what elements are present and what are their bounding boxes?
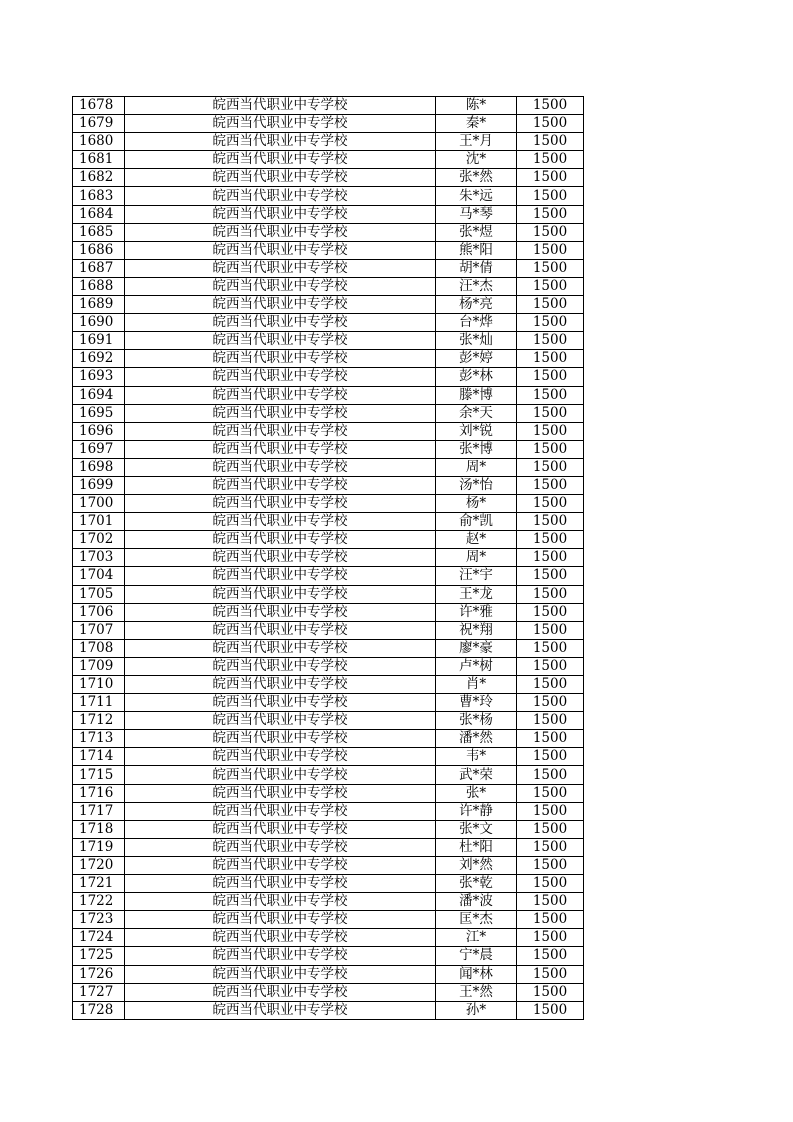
school-name-cell: 皖西当代职业中专学校 (125, 259, 436, 277)
student-name-cell: 韦* (436, 748, 517, 766)
amount-cell: 1500 (517, 422, 584, 440)
school-name-cell: 皖西当代职业中专学校 (125, 820, 436, 838)
amount-cell: 1500 (517, 621, 584, 639)
amount-cell: 1500 (517, 676, 584, 694)
table-row (73, 585, 584, 603)
school-name-cell: 皖西当代职业中专学校 (125, 838, 436, 856)
school-name-cell: 皖西当代职业中专学校 (125, 422, 436, 440)
amount-cell: 1500 (517, 169, 584, 187)
table-row (73, 314, 584, 332)
school-name-cell: 皖西当代职业中专学校 (125, 875, 436, 893)
table-row (73, 440, 584, 458)
table-row (73, 133, 584, 151)
school-name-cell: 皖西当代职业中专学校 (125, 223, 436, 241)
amount-cell: 1500 (517, 838, 584, 856)
row-number-cell: 1686 (73, 241, 125, 259)
table-row (73, 296, 584, 314)
student-name-cell: 孙* (436, 1001, 517, 1019)
row-number-cell: 1699 (73, 476, 125, 494)
row-number-cell: 1712 (73, 712, 125, 730)
amount-cell: 1500 (517, 893, 584, 911)
amount-cell: 1500 (517, 965, 584, 983)
table-row (73, 603, 584, 621)
student-name-cell: 秦* (436, 115, 517, 133)
table-row (73, 893, 584, 911)
school-name-cell: 皖西当代职业中专学校 (125, 277, 436, 295)
school-name-cell: 皖西当代职业中专学校 (125, 694, 436, 712)
amount-cell: 1500 (517, 133, 584, 151)
row-number-cell: 1705 (73, 585, 125, 603)
table-row (73, 187, 584, 205)
school-name-cell: 皖西当代职业中专学校 (125, 784, 436, 802)
school-name-cell: 皖西当代职业中专学校 (125, 332, 436, 350)
student-name-cell: 肖* (436, 676, 517, 694)
amount-cell: 1500 (517, 97, 584, 115)
student-name-cell: 祝*翔 (436, 621, 517, 639)
school-name-cell: 皖西当代职业中专学校 (125, 368, 436, 386)
school-name-cell: 皖西当代职业中专学校 (125, 133, 436, 151)
row-number-cell: 1693 (73, 368, 125, 386)
amount-cell: 1500 (517, 151, 584, 169)
student-name-cell: 熊*阳 (436, 241, 517, 259)
amount-cell: 1500 (517, 350, 584, 368)
row-number-cell: 1683 (73, 187, 125, 205)
student-name-cell: 刘*锐 (436, 422, 517, 440)
row-number-cell: 1724 (73, 929, 125, 947)
student-name-cell: 卢*树 (436, 657, 517, 675)
school-name-cell: 皖西当代职业中专学校 (125, 531, 436, 549)
row-number-cell: 1679 (73, 115, 125, 133)
table-row (73, 965, 584, 983)
table-row (73, 151, 584, 169)
amount-cell: 1500 (517, 404, 584, 422)
school-name-cell: 皖西当代职业中专学校 (125, 169, 436, 187)
amount-cell: 1500 (517, 332, 584, 350)
amount-cell: 1500 (517, 277, 584, 295)
school-name-cell: 皖西当代职业中专学校 (125, 97, 436, 115)
student-name-cell: 张*文 (436, 820, 517, 838)
school-name-cell: 皖西当代职业中专学校 (125, 440, 436, 458)
table-row (73, 205, 584, 223)
table-row (73, 694, 584, 712)
row-number-cell: 1725 (73, 947, 125, 965)
school-name-cell: 皖西当代职业中专学校 (125, 965, 436, 983)
student-name-cell: 滕*博 (436, 386, 517, 404)
amount-cell: 1500 (517, 585, 584, 603)
student-name-cell: 张* (436, 784, 517, 802)
school-name-cell: 皖西当代职业中专学校 (125, 458, 436, 476)
student-name-cell: 张*煜 (436, 223, 517, 241)
table-row (73, 1001, 584, 1019)
amount-cell: 1500 (517, 694, 584, 712)
student-name-cell: 张*灿 (436, 332, 517, 350)
table-row (73, 277, 584, 295)
amount-cell: 1500 (517, 766, 584, 784)
table-row (73, 838, 584, 856)
row-number-cell: 1684 (73, 205, 125, 223)
row-number-cell: 1714 (73, 748, 125, 766)
amount-cell: 1500 (517, 730, 584, 748)
amount-cell: 1500 (517, 115, 584, 133)
student-name-cell: 杨* (436, 495, 517, 513)
school-name-cell: 皖西当代职业中专学校 (125, 151, 436, 169)
table-row (73, 730, 584, 748)
table-row (73, 223, 584, 241)
table-row (73, 766, 584, 784)
table-row (73, 495, 584, 513)
student-name-cell: 曹*玲 (436, 694, 517, 712)
row-number-cell: 1723 (73, 911, 125, 929)
row-number-cell: 1722 (73, 893, 125, 911)
row-number-cell: 1692 (73, 350, 125, 368)
student-name-cell: 许*雅 (436, 603, 517, 621)
table-row (73, 567, 584, 585)
row-number-cell: 1680 (73, 133, 125, 151)
amount-cell: 1500 (517, 567, 584, 585)
table-row (73, 983, 584, 1001)
row-number-cell: 1707 (73, 621, 125, 639)
student-name-cell: 汪*宇 (436, 567, 517, 585)
student-name-cell: 张*乾 (436, 875, 517, 893)
school-name-cell: 皖西当代职业中专学校 (125, 1001, 436, 1019)
school-name-cell: 皖西当代职业中专学校 (125, 893, 436, 911)
school-name-cell: 皖西当代职业中专学校 (125, 241, 436, 259)
student-name-cell: 马*琴 (436, 205, 517, 223)
row-number-cell: 1687 (73, 259, 125, 277)
table-row (73, 386, 584, 404)
table-row (73, 259, 584, 277)
school-name-cell: 皖西当代职业中专学校 (125, 386, 436, 404)
row-number-cell: 1690 (73, 314, 125, 332)
amount-cell: 1500 (517, 458, 584, 476)
student-name-cell: 周* (436, 458, 517, 476)
row-number-cell: 1726 (73, 965, 125, 983)
student-name-cell: 张*然 (436, 169, 517, 187)
row-number-cell: 1728 (73, 1001, 125, 1019)
row-number-cell: 1706 (73, 603, 125, 621)
student-name-cell: 彭*林 (436, 368, 517, 386)
table-row (73, 549, 584, 567)
table-row (73, 531, 584, 549)
amount-cell: 1500 (517, 476, 584, 494)
row-number-cell: 1719 (73, 838, 125, 856)
student-name-cell: 宁*晨 (436, 947, 517, 965)
amount-cell: 1500 (517, 603, 584, 621)
table-row (73, 820, 584, 838)
student-name-cell: 余*天 (436, 404, 517, 422)
row-number-cell: 1702 (73, 531, 125, 549)
school-name-cell: 皖西当代职业中专学校 (125, 476, 436, 494)
school-name-cell: 皖西当代职业中专学校 (125, 205, 436, 223)
school-name-cell: 皖西当代职业中专学校 (125, 766, 436, 784)
table-row (73, 929, 584, 947)
row-number-cell: 1688 (73, 277, 125, 295)
table-row (73, 350, 584, 368)
row-number-cell: 1691 (73, 332, 125, 350)
row-number-cell: 1681 (73, 151, 125, 169)
student-name-cell: 朱*远 (436, 187, 517, 205)
student-name-cell: 潘*然 (436, 730, 517, 748)
amount-cell: 1500 (517, 947, 584, 965)
amount-cell: 1500 (517, 911, 584, 929)
student-name-cell: 台*烨 (436, 314, 517, 332)
amount-cell: 1500 (517, 1001, 584, 1019)
amount-cell: 1500 (517, 983, 584, 1001)
table-row (73, 241, 584, 259)
row-number-cell: 1727 (73, 983, 125, 1001)
subsidy-table (72, 96, 584, 1020)
row-number-cell: 1716 (73, 784, 125, 802)
table-row (73, 712, 584, 730)
table-row (73, 639, 584, 657)
amount-cell: 1500 (517, 639, 584, 657)
row-number-cell: 1696 (73, 422, 125, 440)
row-number-cell: 1685 (73, 223, 125, 241)
student-name-cell: 潘*波 (436, 893, 517, 911)
table-row (73, 115, 584, 133)
school-name-cell: 皖西当代职业中专学校 (125, 983, 436, 1001)
school-name-cell: 皖西当代职业中专学校 (125, 748, 436, 766)
row-number-cell: 1710 (73, 676, 125, 694)
student-name-cell: 武*荣 (436, 766, 517, 784)
row-number-cell: 1708 (73, 639, 125, 657)
student-name-cell: 江* (436, 929, 517, 947)
row-number-cell: 1711 (73, 694, 125, 712)
row-number-cell: 1682 (73, 169, 125, 187)
table-row (73, 404, 584, 422)
student-name-cell: 廖*豪 (436, 639, 517, 657)
school-name-cell: 皖西当代职业中专学校 (125, 549, 436, 567)
table-row (73, 784, 584, 802)
school-name-cell: 皖西当代职业中专学校 (125, 802, 436, 820)
school-name-cell: 皖西当代职业中专学校 (125, 712, 436, 730)
table-row (73, 513, 584, 531)
amount-cell: 1500 (517, 748, 584, 766)
row-number-cell: 1720 (73, 856, 125, 874)
table-row (73, 657, 584, 675)
student-name-cell: 杨*亮 (436, 296, 517, 314)
student-name-cell: 俞*凯 (436, 513, 517, 531)
table-row (73, 856, 584, 874)
amount-cell: 1500 (517, 241, 584, 259)
amount-cell: 1500 (517, 223, 584, 241)
row-number-cell: 1689 (73, 296, 125, 314)
school-name-cell: 皖西当代职业中专学校 (125, 947, 436, 965)
row-number-cell: 1704 (73, 567, 125, 585)
row-number-cell: 1709 (73, 657, 125, 675)
table-row (73, 748, 584, 766)
amount-cell: 1500 (517, 784, 584, 802)
table-row (73, 458, 584, 476)
subsidy-table-body (73, 97, 584, 1020)
table-row (73, 911, 584, 929)
table-row (73, 422, 584, 440)
school-name-cell: 皖西当代职业中专学校 (125, 639, 436, 657)
student-name-cell: 许*静 (436, 802, 517, 820)
table-row (73, 169, 584, 187)
row-number-cell: 1713 (73, 730, 125, 748)
student-name-cell: 汤*怡 (436, 476, 517, 494)
school-name-cell: 皖西当代职业中专学校 (125, 676, 436, 694)
amount-cell: 1500 (517, 875, 584, 893)
amount-cell: 1500 (517, 802, 584, 820)
amount-cell: 1500 (517, 856, 584, 874)
student-name-cell: 王*月 (436, 133, 517, 151)
student-name-cell: 匡*杰 (436, 911, 517, 929)
school-name-cell: 皖西当代职业中专学校 (125, 856, 436, 874)
school-name-cell: 皖西当代职业中专学校 (125, 621, 436, 639)
table-row (73, 802, 584, 820)
school-name-cell: 皖西当代职业中专学校 (125, 404, 436, 422)
school-name-cell: 皖西当代职业中专学校 (125, 585, 436, 603)
student-name-cell: 胡*倩 (436, 259, 517, 277)
amount-cell: 1500 (517, 368, 584, 386)
amount-cell: 1500 (517, 296, 584, 314)
row-number-cell: 1694 (73, 386, 125, 404)
student-name-cell: 周* (436, 549, 517, 567)
table-row (73, 947, 584, 965)
school-name-cell: 皖西当代职业中专学校 (125, 296, 436, 314)
student-name-cell: 刘*然 (436, 856, 517, 874)
school-name-cell: 皖西当代职业中专学校 (125, 513, 436, 531)
school-name-cell: 皖西当代职业中专学校 (125, 567, 436, 585)
table-row (73, 476, 584, 494)
student-name-cell: 杜*阳 (436, 838, 517, 856)
amount-cell: 1500 (517, 205, 584, 223)
row-number-cell: 1721 (73, 875, 125, 893)
student-name-cell: 王*然 (436, 983, 517, 1001)
school-name-cell: 皖西当代职业中专学校 (125, 657, 436, 675)
amount-cell: 1500 (517, 531, 584, 549)
amount-cell: 1500 (517, 929, 584, 947)
student-name-cell: 赵* (436, 531, 517, 549)
row-number-cell: 1701 (73, 513, 125, 531)
amount-cell: 1500 (517, 513, 584, 531)
table-row (73, 332, 584, 350)
student-name-cell: 陈* (436, 97, 517, 115)
school-name-cell: 皖西当代职业中专学校 (125, 603, 436, 621)
row-number-cell: 1718 (73, 820, 125, 838)
student-name-cell: 张*博 (436, 440, 517, 458)
school-name-cell: 皖西当代职业中专学校 (125, 314, 436, 332)
student-name-cell: 闻*林 (436, 965, 517, 983)
student-name-cell: 张*杨 (436, 712, 517, 730)
amount-cell: 1500 (517, 657, 584, 675)
school-name-cell: 皖西当代职业中专学校 (125, 115, 436, 133)
amount-cell: 1500 (517, 386, 584, 404)
school-name-cell: 皖西当代职业中专学校 (125, 187, 436, 205)
student-name-cell: 汪*杰 (436, 277, 517, 295)
row-number-cell: 1695 (73, 404, 125, 422)
student-name-cell: 彭*婷 (436, 350, 517, 368)
amount-cell: 1500 (517, 549, 584, 567)
amount-cell: 1500 (517, 187, 584, 205)
school-name-cell: 皖西当代职业中专学校 (125, 350, 436, 368)
table-row (73, 621, 584, 639)
row-number-cell: 1700 (73, 495, 125, 513)
row-number-cell: 1678 (73, 97, 125, 115)
school-name-cell: 皖西当代职业中专学校 (125, 730, 436, 748)
amount-cell: 1500 (517, 712, 584, 730)
amount-cell: 1500 (517, 495, 584, 513)
student-name-cell: 王*龙 (436, 585, 517, 603)
school-name-cell: 皖西当代职业中专学校 (125, 929, 436, 947)
table-row (73, 97, 584, 115)
student-name-cell: 沈* (436, 151, 517, 169)
table-row (73, 676, 584, 694)
row-number-cell: 1698 (73, 458, 125, 476)
table-row (73, 875, 584, 893)
school-name-cell: 皖西当代职业中专学校 (125, 911, 436, 929)
amount-cell: 1500 (517, 259, 584, 277)
table-row (73, 368, 584, 386)
row-number-cell: 1715 (73, 766, 125, 784)
school-name-cell: 皖西当代职业中专学校 (125, 495, 436, 513)
row-number-cell: 1697 (73, 440, 125, 458)
row-number-cell: 1717 (73, 802, 125, 820)
row-number-cell: 1703 (73, 549, 125, 567)
amount-cell: 1500 (517, 314, 584, 332)
amount-cell: 1500 (517, 440, 584, 458)
amount-cell: 1500 (517, 820, 584, 838)
